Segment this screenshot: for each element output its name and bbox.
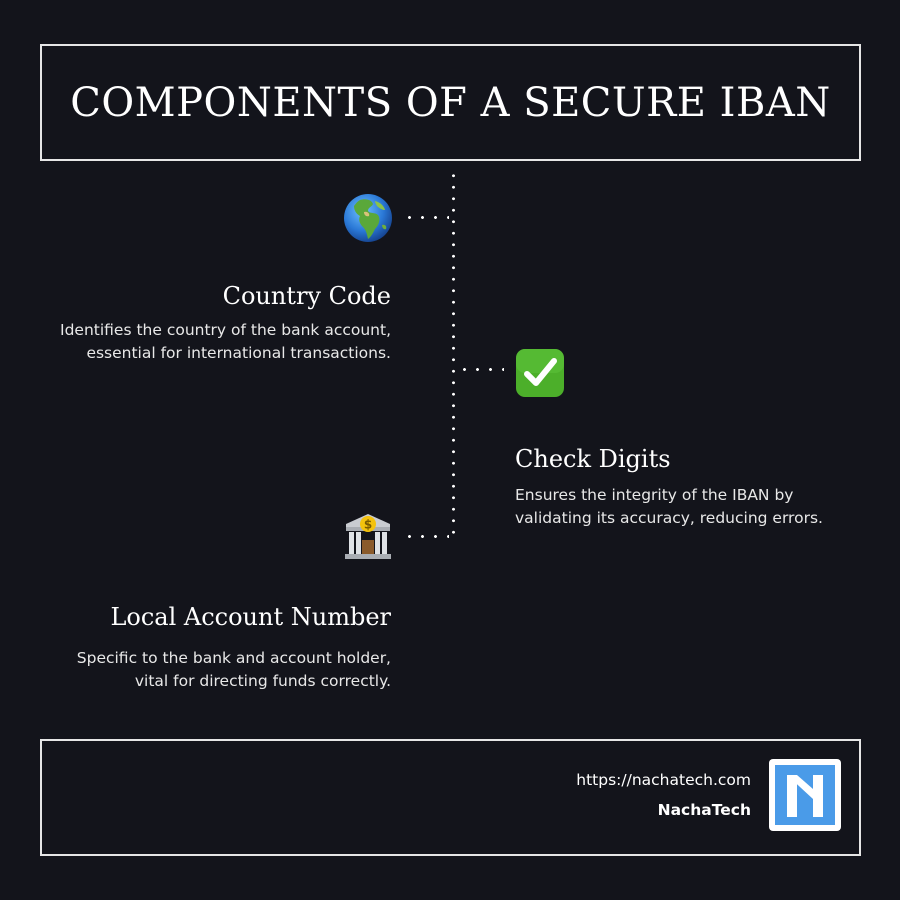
globe-icon [342,192,394,244]
timeline-dotted-line [452,170,455,538]
footer-banner [40,739,861,856]
title-banner [40,44,861,161]
svg-text:$: $ [363,517,373,532]
connector-check-digits [458,368,504,371]
local-account-desc-line-1: Specific to the bank and account holder, [76,649,391,667]
connector-country-code [403,216,449,219]
country-code-title: Country Code [222,282,391,310]
check-digits-title: Check Digits [515,445,671,473]
page-title: COMPONENTS OF A SECURE IBAN [70,79,831,126]
check-mark-icon [514,347,566,399]
check-digits-desc-line-1: Ensures the integrity of the IBAN by [515,486,794,504]
bank-icon [342,510,394,562]
website-link[interactable]: https://nachatech.com [576,771,751,789]
country-code-desc-line-1: Identifies the country of the bank account, [60,321,391,339]
local-account-desc-line-2: vital for directing funds correctly. [134,672,391,690]
local-account-title: Local Account Number [110,603,391,631]
connector-local-account [403,535,449,538]
brand-name: NachaTech [657,801,751,819]
nachatech-logo [769,759,841,831]
check-digits-desc-line-2: validating its accuracy, reducing errors. [515,509,823,527]
country-code-desc-line-2: essential for international transactions. [86,344,391,362]
